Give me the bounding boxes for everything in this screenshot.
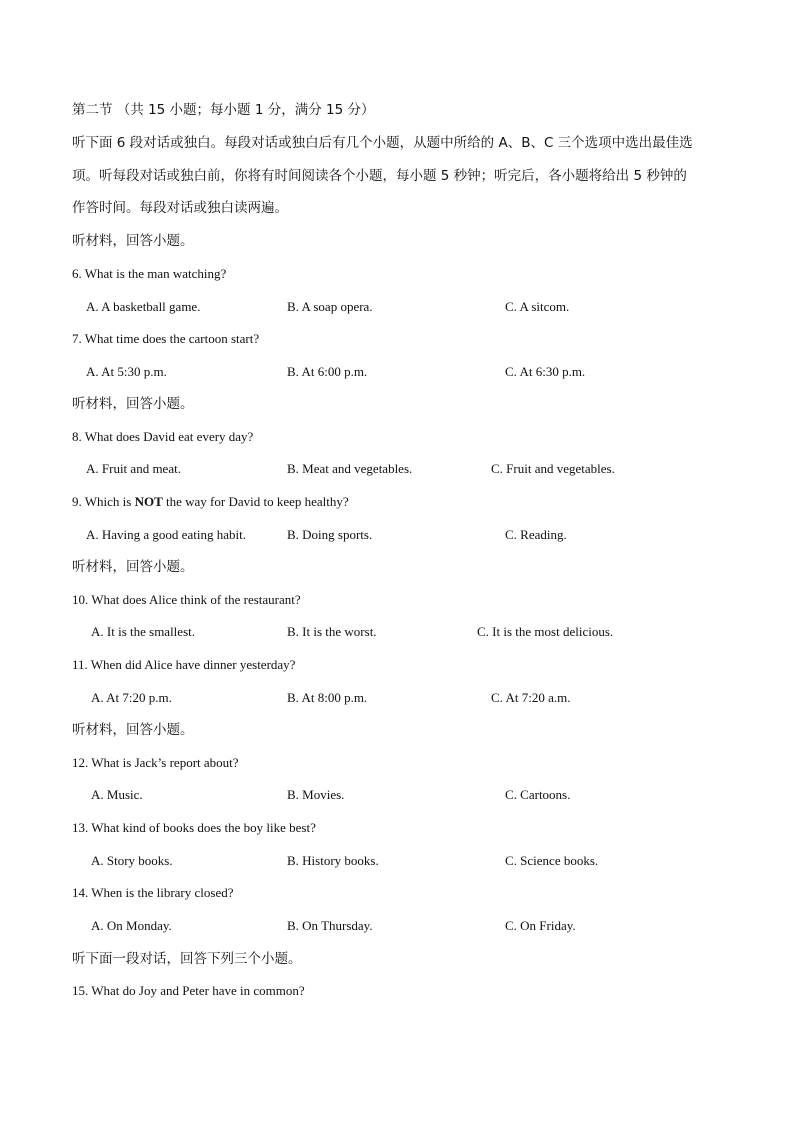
listening-prompt-1: 听材料，回答小题。 bbox=[72, 233, 194, 249]
question-15: 15. What do Joy and Peter have in common? bbox=[72, 983, 305, 998]
q10-option-b: B. It is the worst. bbox=[287, 624, 377, 639]
q9-option-a: A. Having a good eating habit. bbox=[86, 527, 246, 542]
question-9 bbox=[72, 493, 349, 511]
listening-prompt-5: 听下面一段对话，回答下列三个小题。 bbox=[72, 951, 302, 967]
q14-option-c: C. On Friday. bbox=[505, 918, 576, 933]
section-header: 第二节 （共 15 小题；每小题 1 分，满分 15 分） bbox=[72, 102, 375, 118]
instruction-line-1: 听下面 6 段对话或独白。每段对话或独白后有几个小题，从题中所给的 A、B、C 三个选项中选出最佳选 bbox=[72, 135, 693, 151]
q13-option-c: C. Science books. bbox=[505, 853, 599, 868]
q7-option-c: C. At 6:30 p.m. bbox=[505, 364, 586, 379]
q12-option-b: B. Movies. bbox=[287, 787, 345, 802]
q11-option-a: A. At 7:20 p.m. bbox=[91, 690, 172, 705]
q6-option-b: B. A soap opera. bbox=[287, 299, 373, 314]
q14-option-a: A. On Monday. bbox=[91, 918, 172, 933]
q12-option-a: A. Music. bbox=[91, 787, 143, 802]
q12-option-c: C. Cartoons. bbox=[505, 787, 571, 802]
q8-option-c: C. Fruit and vegetables. bbox=[491, 461, 615, 476]
question-9-text-start: 9. Which is bbox=[72, 494, 135, 509]
listening-prompt-4: 听材料，回答小题。 bbox=[72, 722, 194, 738]
question-6: 6. What is the man watching? bbox=[72, 266, 227, 281]
listening-prompt-2: 听材料，回答小题。 bbox=[72, 396, 194, 412]
q9-option-b: B. Doing sports. bbox=[287, 527, 373, 542]
question-10: 10. What does Alice think of the restaurant? bbox=[72, 592, 301, 607]
question-13: 13. What kind of books does the boy like best? bbox=[72, 820, 316, 835]
question-8: 8. What does David eat every day? bbox=[72, 429, 254, 444]
q8-option-a: A. Fruit and meat. bbox=[86, 461, 181, 476]
instruction-line-2: 项。听每段对话或独白前，你将有时间阅读各个小题，每小题 5 秒钟；听完后，各小题将给出 5 秒钟的 bbox=[72, 168, 687, 184]
q8-option-b: B. Meat and vegetables. bbox=[287, 461, 413, 476]
q13-option-b: B. History books. bbox=[287, 853, 379, 868]
q11-option-b: B. At 8:00 p.m. bbox=[287, 690, 368, 705]
question-9-emphasis: NOT bbox=[134, 494, 163, 509]
q7-option-b: B. At 6:00 p.m. bbox=[287, 364, 368, 379]
q9-option-c: C. Reading. bbox=[505, 527, 567, 542]
q10-option-a: A. It is the smallest. bbox=[91, 624, 195, 639]
q13-option-a: A. Story books. bbox=[91, 853, 173, 868]
q7-option-a: A. At 5:30 p.m. bbox=[86, 364, 167, 379]
q11-option-c: C. At 7:20 a.m. bbox=[491, 690, 571, 705]
question-14: 14. When is the library closed? bbox=[72, 885, 234, 900]
q6-option-a: A. A basketball game. bbox=[86, 299, 201, 314]
q6-option-c: C. A sitcom. bbox=[505, 299, 570, 314]
q14-option-b: B. On Thursday. bbox=[287, 918, 373, 933]
q10-option-c: C. It is the most delicious. bbox=[477, 624, 614, 639]
listening-prompt-3: 听材料，回答小题。 bbox=[72, 559, 194, 575]
question-12: 12. What is Jack’s report about? bbox=[72, 755, 239, 770]
question-9-text-end: the way for David to keep healthy? bbox=[162, 494, 349, 509]
question-11: 11. When did Alice have dinner yesterday? bbox=[72, 657, 296, 672]
question-7: 7. What time does the cartoon start? bbox=[72, 331, 260, 346]
instruction-line-3: 作答时间。每段对话或独白读两遍。 bbox=[72, 200, 288, 216]
